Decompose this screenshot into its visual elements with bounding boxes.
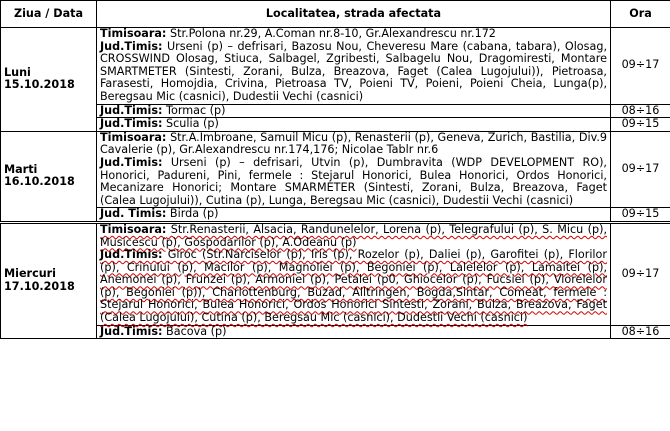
location-text: Urseni (p) – defrisari, Bazosu Nou, Cheveresu Mare (cabana, tabara), Olosag, CROSSWIND Olosag, Stiuca, Salbagel, Zgribesti, Salbagelu Nou, Dragomiresti, Montare SMARTMETER (Sintesti, Zorani, Bulza, Breazova, Faget (Calea Lugojului)), Pietroasa, Farasesti, Homojdia, Crivina, Pietroasa TV, Poieni TV, Poieni, Poieni Cheia, Lunga(p), Beregsau Mic (casnici), Dudestii Vechi (casnici) [100, 39, 607, 103]
region-label: Timisoara: [100, 222, 167, 236]
region-label: Timisoara: [100, 27, 167, 40]
day-date: 17.10.2018 [4, 280, 75, 294]
region-label: Jud.Timis: [100, 248, 163, 262]
location-cell [97, 131, 611, 208]
header-time: Ora [611, 1, 670, 28]
time-cell: 08÷16 [611, 104, 670, 118]
day-name: Marti [4, 162, 38, 176]
region-label: Jud.Timis: [100, 324, 163, 338]
region-label: Jud.Timis: [100, 103, 163, 117]
location-text: Giroc (Str.Narciselor (p), Iris (p), Rozelor (p), Daliei (p), Garofitei (p), Florilor (p), Crinului (p), Macilor (p), Magnoliei (p), Begoniei (p), Lalelelor (p), Lamaitei (p), Anemonei (p), Frunzei (p), Armoniei (p), Petalei (p0, Ghiocelor (p), Fucsiei (p), Viorelelor (p), Begoniei (p)), Charlottenburg, Buzad, Alltringen, Bogda,Sintar, Comeat, fermele : Stejarul Honorici, Bulea Honorici, Ordos Honorici Sintesti, Zorani, Bulza, Breazova, Faget (Calea Lugojului), Cutina (p), Beregsau Mic (casnici), Dudestii Vechi (casnici) [100, 248, 607, 325]
location-cell [97, 104, 611, 118]
table-row [1, 222, 670, 325]
location-text: Bacova (p) [162, 324, 227, 338]
table-row [1, 118, 670, 132]
location-text: Str.A.Imbroane, Samuil Micu (p), Renasterii (p), Geneva, Zurich, Bastilia, Div.9 Cavalerie (p), Gr.Alexandrescu nr.174,176; Nicolae Tablr nr.6 [100, 130, 607, 157]
day-date: 16.10.2018 [4, 175, 75, 189]
location-text: Str.Renasterii, Alsacia, Randunelelor, Lorena (p), Telegrafului (p), S. Micu (p), Musicescu (p), Gospodarilor (p), A.Odeanu (p) [100, 222, 607, 249]
region-label: Jud. Timis: [100, 207, 167, 221]
header-day: Ziua / Data [1, 1, 97, 28]
location-cell [97, 28, 611, 105]
location-text: Str.Polona nr.29, A.Coman nr.8-10, Gr.Alexandrescu nr.172 [166, 27, 496, 40]
region-label: Jud.Timis: [100, 155, 163, 169]
location-cell [97, 222, 611, 325]
header-location: Localitatea, strada afectata [97, 1, 611, 28]
location-text: Tormac (p) [162, 103, 226, 117]
day-name: Miercuri [4, 267, 57, 281]
header-row [1, 1, 670, 28]
table-row [1, 131, 670, 208]
table-row [1, 325, 670, 339]
region-label: Jud.Timis: [100, 117, 163, 131]
location-cell [97, 208, 611, 223]
location-text: Sculia (p) [162, 117, 219, 131]
location-text: Birda (p) [166, 207, 219, 221]
location-text: Urseni (p) – defrisari, Utvin (p), Dumbravita (WDP DEVELOPMENT RO), Honorici, Padureni, Pini, fermele : Stejarul Honorici, Bulea Honorici, Ordos Honorici, Mecanizare Honorici; Montare SMARMETER (Sintesti, Zorani, Bulza, Breazova, Faget (Calea Lugojului)), Cutina (p), Lunga, Beregsau Mic (casnici), Dudestii Vechi (casnici) [100, 155, 607, 207]
time-cell: 09÷17 [611, 222, 670, 325]
table-row [1, 28, 670, 105]
location-cell [97, 118, 611, 132]
table-row [1, 208, 670, 223]
location-cell [97, 325, 611, 339]
table-row [1, 104, 670, 118]
time-cell: 09÷15 [611, 118, 670, 132]
time-cell: 09÷17 [611, 131, 670, 208]
day-name: Luni [4, 65, 31, 79]
region-label: Jud.Timis: [100, 39, 163, 53]
time-cell: 09÷15 [611, 208, 670, 223]
time-cell: 08÷16 [611, 325, 670, 339]
day-cell [1, 222, 97, 338]
day-date: 15.10.2018 [4, 78, 75, 92]
day-cell [1, 28, 97, 132]
time-cell: 09÷17 [611, 28, 670, 105]
region-label: Timisoara: [100, 130, 167, 144]
day-cell [1, 131, 97, 222]
